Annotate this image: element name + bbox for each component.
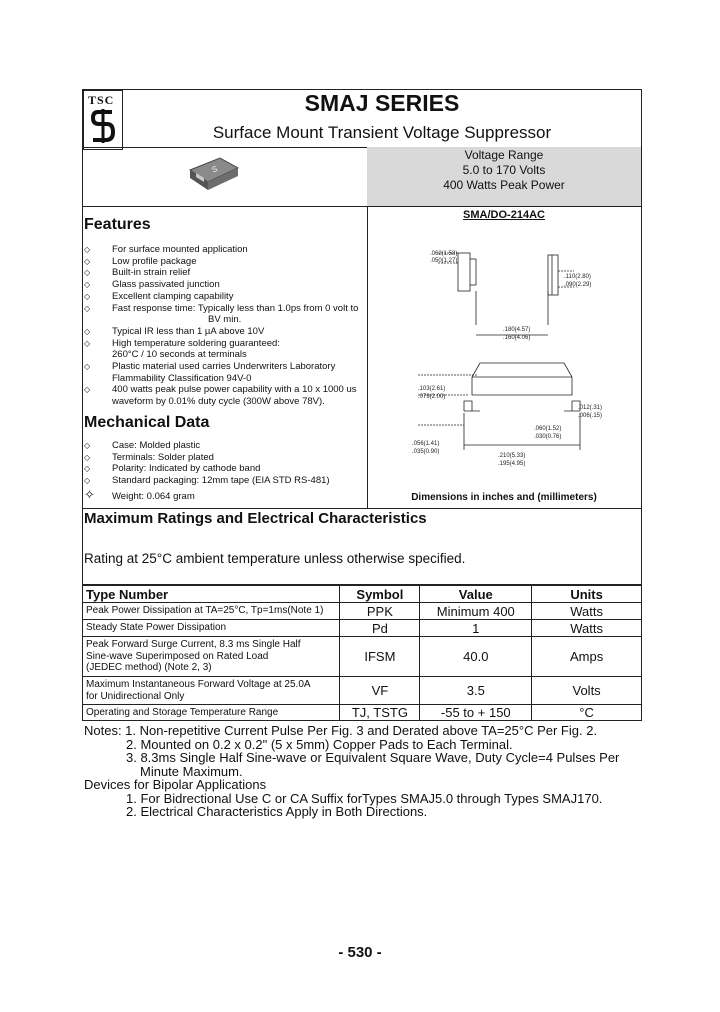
dim-label: .110(2.80) [564, 274, 591, 280]
list-item: ◇ For surface mounted application [84, 244, 248, 255]
symbol-cell: PPK [340, 603, 420, 620]
list-item: ◇ Terminals: Solder plated [84, 451, 214, 463]
dim-label: .012(.31) [578, 405, 603, 411]
dim-label: .160(4.06) [503, 335, 531, 341]
note-line: Devices for Bipolar Applications [84, 777, 267, 792]
symbol-cell: VF [340, 677, 420, 705]
features-list [84, 244, 358, 408]
list-item: ◇ Typical IR less than 1 µA above 10V [84, 325, 265, 337]
list-item: ◇ Polarity: Indicated by cathode band [84, 463, 261, 475]
list-item: ◇ Built-in strain relief [84, 267, 191, 279]
table-row [83, 637, 642, 677]
dim-label: .180(4.57) [503, 327, 531, 333]
value-cell: -55 to + 150 [420, 705, 532, 721]
note-line: Minute Maximum. [140, 763, 243, 779]
list-item: ◇ Plastic material used carries Underwriters Laboratory [84, 361, 336, 373]
voltage-range-label: Voltage Range [464, 148, 544, 162]
peak-power-label: 400 Watts Peak Power [443, 178, 565, 192]
symbol-cell: Pd [340, 620, 420, 637]
unit-cell: Volts [532, 677, 642, 705]
voltage-range-value: 5.0 to 170 Volts [462, 163, 546, 177]
mechanical-heading: Mechanical Data [84, 414, 210, 431]
note-line: Notes: 1. Non-repetitive Current Pulse Per Fig. 3 and Derated above TA=25°C Per Fig. 2. [84, 723, 598, 738]
list-item: ◇ High temperature soldering guaranteed: [84, 337, 280, 349]
package-dimension-drawing [368, 225, 640, 490]
dim-label: .210(5.33) [498, 453, 526, 459]
series-title: SMAJ SERIES [304, 90, 460, 116]
table-row [83, 603, 642, 620]
table-header-row [83, 586, 642, 603]
list-item: ✧ Weight: 0.064 gram [84, 486, 195, 502]
param-cell: Peak Forward Surge Current, 8.3 ms Single Half Sine-wave Superimposed on Rated Load (JEDEC method) (Note 2, 3) [83, 637, 340, 677]
value-cell: 40.0 [420, 637, 532, 677]
value-cell: 3.5 [420, 677, 532, 705]
param-cell: Steady State Power Dissipation [83, 620, 340, 637]
page-number: - 530 - [338, 944, 382, 961]
chip-mark: S [210, 164, 219, 175]
symbol-cell: IFSM [340, 637, 420, 677]
series-subtitle: Surface Mount Transient Voltage Suppressor [212, 123, 552, 142]
dim-label: .103(2.61) [418, 386, 446, 392]
table-row [83, 620, 642, 637]
list-item: Flammability Classification 94V-0 [112, 372, 252, 384]
notes-block [84, 724, 619, 819]
ratings-table [82, 585, 642, 721]
list-item: waveform by 0.01% duty cycle (300W above 78V). [112, 396, 325, 408]
features-divider [82, 206, 642, 207]
value-cell: 1 [420, 620, 532, 637]
device-package-image [186, 154, 242, 196]
dim-label: .062(1.58) [430, 251, 458, 257]
dim-label: .035(0.90) [412, 449, 440, 455]
unit-cell: Watts [532, 603, 642, 620]
dim-label: .060(1.52) [534, 426, 562, 432]
list-item: 260°C / 10 seconds at terminals [112, 349, 247, 361]
value-cell: Minimum 400 [420, 603, 532, 620]
column-header: Type Number [83, 586, 340, 603]
list-item: BV min. [208, 314, 242, 326]
mechanical-list [84, 440, 330, 503]
list-item: ◇ Excellent clamping capability [84, 290, 234, 302]
dim-label: .195(4.95) [498, 461, 526, 467]
dim-label: .030(0.76) [534, 434, 562, 440]
column-header: Value [420, 586, 532, 603]
table-row [83, 705, 642, 721]
dim-label: .079(2.00) [418, 394, 446, 400]
dim-label: .006(.15) [578, 413, 603, 419]
param-cell: Operating and Storage Temperature Range [83, 705, 340, 721]
column-header: Units [532, 586, 642, 603]
features-heading: Features [84, 216, 151, 233]
note-line: 1. For Bidrectional Use C or CA Suffix forTypes SMAJ5.0 through Types SMAJ170. [126, 790, 603, 806]
note-line: 2. Mounted on 0.2 x 0.2" (5 x 5mm) Copper Pads to Each Terminal. [126, 736, 513, 752]
logo-mark-icon [90, 107, 116, 145]
list-item: ◇ Low profile package [84, 255, 197, 267]
dim-label: .056(1.41) [412, 441, 440, 447]
note-line: 2. Electrical Characteristics Apply in Both Directions. [126, 804, 428, 819]
dimensions-caption: Dimensions in inches and (millimeters) [411, 492, 597, 503]
list-item: ◇ Case: Molded plastic [84, 440, 201, 451]
unit-cell: Amps [532, 637, 642, 677]
logo-text: TSC [88, 93, 115, 107]
table-row [83, 677, 642, 705]
rating-note: Rating at 25°C ambient temperature unless otherwise specified. [84, 551, 466, 566]
param-cell: Peak Power Dissipation at TA=25°C, Tp=1ms(Note 1) [83, 603, 340, 620]
unit-cell: °C [532, 705, 642, 721]
list-item: ◇ Fast response time: Typically less than 1.0ps from 0 volt to [84, 302, 359, 314]
list-item: ◇ Glass passivated junction [84, 279, 220, 291]
ratings-title: Maximum Ratings and Electrical Characteristics [84, 510, 427, 527]
column-header: Symbol [340, 586, 420, 603]
dim-label: .090(2.29) [564, 282, 592, 288]
package-title: SMA/DO-214AC [463, 209, 545, 221]
param-cell: Maximum Instantaneous Forward Voltage at 25.0A for Unidirectional Only [83, 677, 340, 705]
note-line: 3. 8.3ms Single Half Sine-wave or Equivalent Square Wave, Duty Cycle=4 Pulses Per [126, 750, 620, 765]
list-item: ◇ Standard packaging: 12mm tape (EIA STD RS-481) [84, 475, 330, 487]
list-item: ◇ 400 watts peak pulse power capability with a 10 x 1000 us [84, 384, 357, 396]
unit-cell: Watts [532, 620, 642, 637]
symbol-cell: TJ, TSTG [340, 705, 420, 721]
dim-label: .050(1.27) [430, 258, 458, 264]
